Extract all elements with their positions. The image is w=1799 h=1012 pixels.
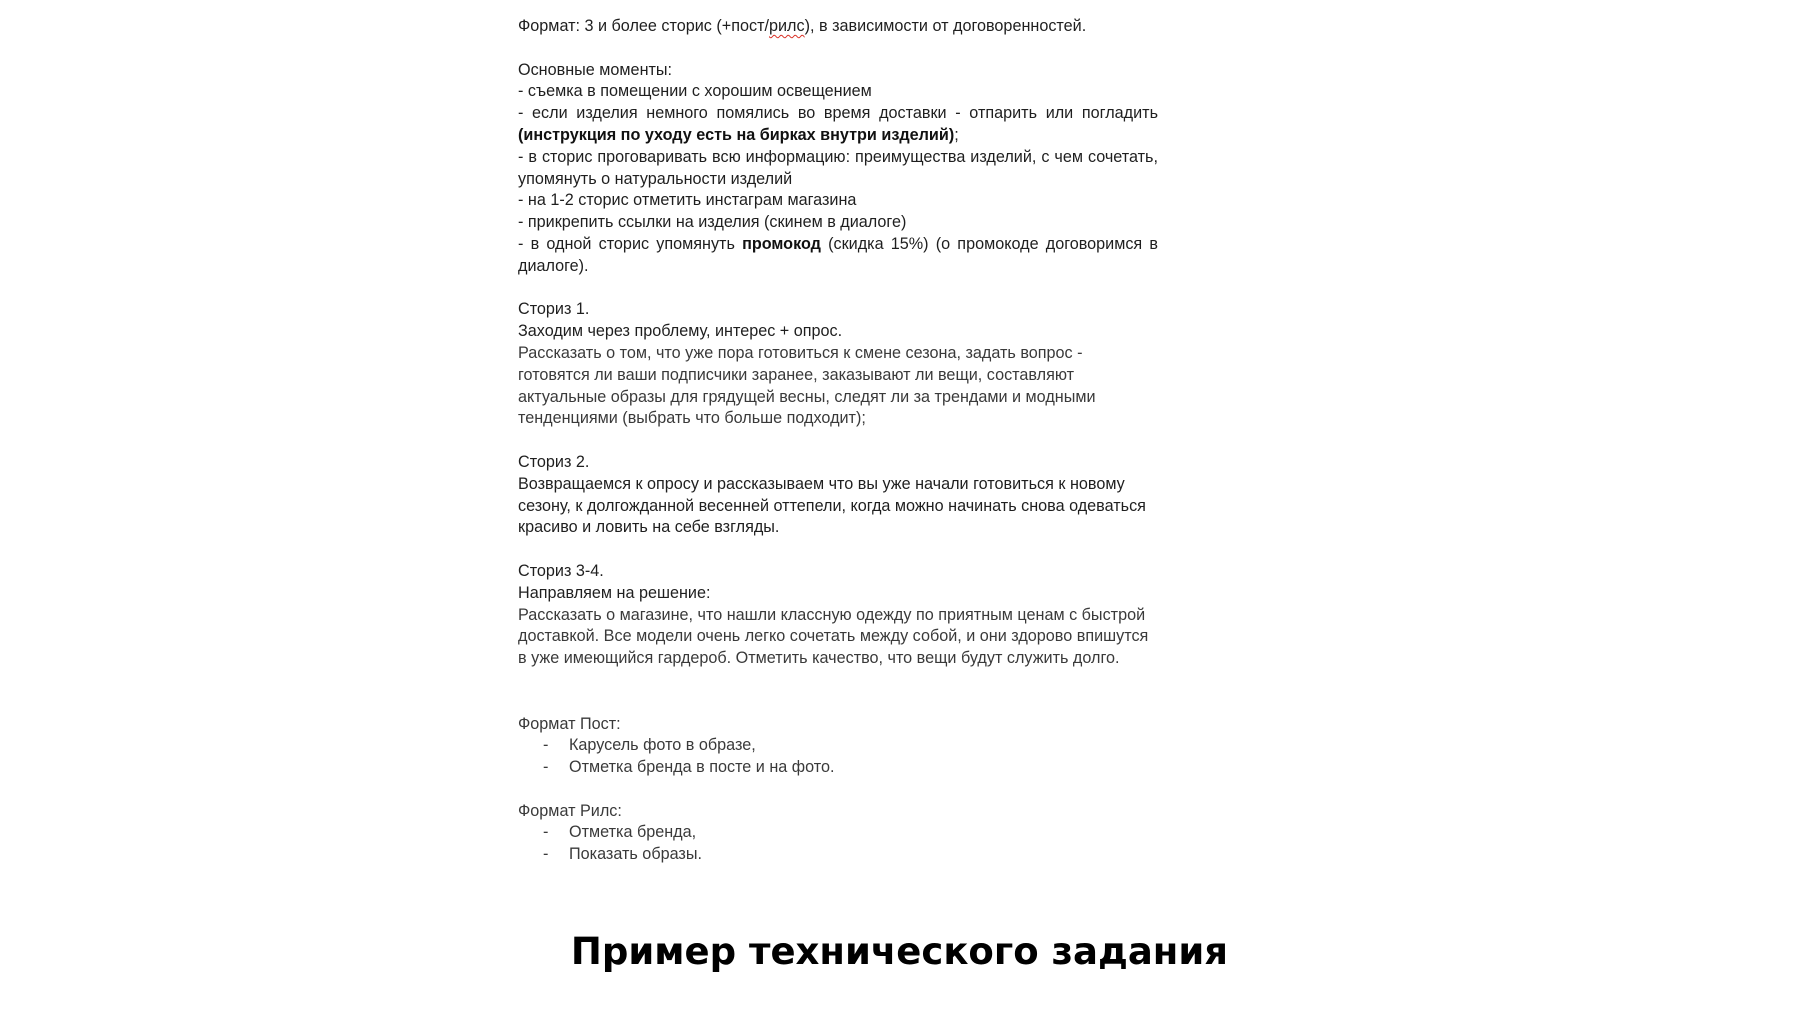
story34-title: Сториз 3-4.: [518, 561, 604, 580]
document-page: [518, 16, 1158, 866]
promo-code-term: промокод: [742, 234, 821, 253]
story2-body: Возвращаемся к опросу и рассказываем что вы уже начали готовиться к новому сезону, к долгожданной весенней оттепели, когда можно начинать снова одеваться красиво и ловить на себе взгляды.: [518, 474, 1146, 537]
story2-title: Сториз 2.: [518, 452, 590, 471]
list-item: - Показать образы.: [543, 845, 702, 864]
main-point-6: - в одной сторис упомянуть промокод (скидка 15%) (о промокоде договоримся в диалоге).: [518, 234, 1158, 275]
list-item: - Карусель фото в образе,: [543, 736, 756, 755]
main-point-3: - в сторис проговаривать всю информацию: преимущества изделий, с чем сочетать, упомянуть о натуральности изделий: [518, 147, 1158, 188]
format-line: Формат: 3 и более сторис (+пост/рилс), в зависимости от договоренностей.: [518, 17, 1087, 35]
story1-subtitle: Заходим через проблему, интерес + опрос.: [518, 322, 843, 341]
main-point-5: - прикрепить ссылки на изделия (скинем в диалоге): [518, 213, 907, 232]
story1-title: Сториз 1.: [518, 300, 590, 319]
reels-format-list: [518, 822, 1158, 866]
story1-body: Рассказать о том, что уже пора готовиться к смене сезона, задать вопрос - готовятся ли ваши подписчики заранее, заказывают ли вещи, составляют актуальные образы для грядущей весны, следят ли за трендами и модными тенденциями (выбрать что больше подходит);: [518, 343, 1096, 428]
slide-caption: Пример технического задания: [570, 930, 1229, 973]
list-item: - Отметка бренда,: [543, 823, 697, 842]
list-item: - Отметка бренда в посте и на фото.: [543, 758, 835, 777]
main-point-2: - если изделия немного помялись во время доставки - отпарить или погладить (инструкция по уходу есть на бирках внутри изделий);: [518, 104, 1158, 144]
post-format-heading: Формат Пост:: [518, 714, 621, 733]
main-point-4: - на 1-2 сторис отметить инстаграм магазина: [518, 191, 857, 210]
post-format-list: [518, 735, 1158, 779]
main-points-heading: Основные моменты:: [518, 60, 673, 79]
spellcheck-flagged-word: рилс: [769, 17, 805, 35]
reels-format-heading: Формат Рилс:: [518, 801, 622, 820]
care-instruction-note: (инструкция по уходу есть на бирках внутри изделий): [518, 125, 955, 144]
story34-subtitle: Направляем на решение:: [518, 583, 711, 602]
story34-body: Рассказать о магазине, что нашли классную одежду по приятным ценам с быстрой доставкой. Все модели очень легко сочетать между собой, и они здорово впишутся в уже имеющийся гардероб. Отметить качество, что вещи будут служить долго.: [518, 605, 1149, 668]
main-point-1: - съемка в помещении с хорошим освещением: [518, 82, 872, 101]
